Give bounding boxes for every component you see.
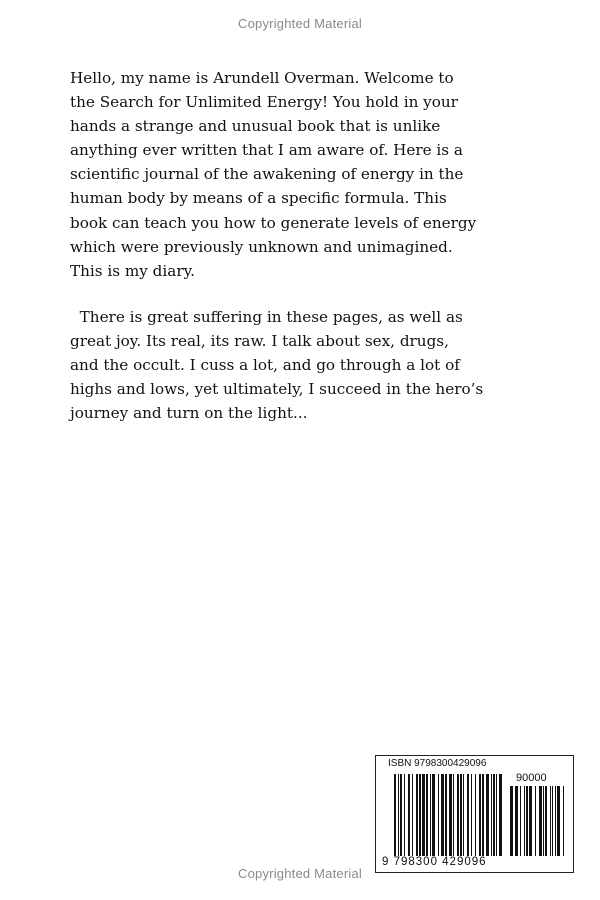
blurb-line: scientific journal of the awakening of energy in the [70,165,464,184]
copyright-watermark-top: Copyrighted Material [238,16,362,31]
blurb-line: journey and turn on the light... [70,404,308,423]
blurb-paragraph-1 [70,66,490,283]
blurb-line: and the occult. I cuss a lot, and go through a lot of [70,356,460,375]
isbn-barcode-box [375,755,574,873]
price-code-label: 90000 [516,772,547,784]
blurb-line: There is great suffering in these pages, as well as [70,307,463,326]
copyright-watermark-bottom: Copyrighted Material [238,866,362,881]
blurb-line: This is my diary. [70,261,195,280]
blurb-line: anything ever written that I am aware of. Here is a [70,141,463,160]
blurb-line: hands a strange and unusual book that is unlike [70,117,441,136]
blurb-line: highs and lows, yet ultimately, I succeed in the hero’s [70,380,484,399]
blurb-paragraph-2 [70,305,490,425]
price-barcode-bars [510,786,564,856]
blurb-line: great joy. Its real, its raw. I talk about sex, drugs, [70,331,449,350]
blurb-line: which were previously unknown and unimagined. [70,237,453,256]
blurb-line: the Search for Unlimited Energy! You hold in your [70,93,458,112]
main-barcode-bars [394,774,502,856]
blurb-line: human body by means of a specific formula. This [70,189,447,208]
isbn-digits: 9 798300 429096 [382,856,487,868]
isbn-label: ISBN 9798300429096 [388,758,487,769]
blurb-line: Hello, my name is Arundell Overman. Welcome to [70,69,454,87]
back-cover-blurb [70,66,490,425]
blurb-line: book can teach you how to generate levels of energy [70,213,477,232]
